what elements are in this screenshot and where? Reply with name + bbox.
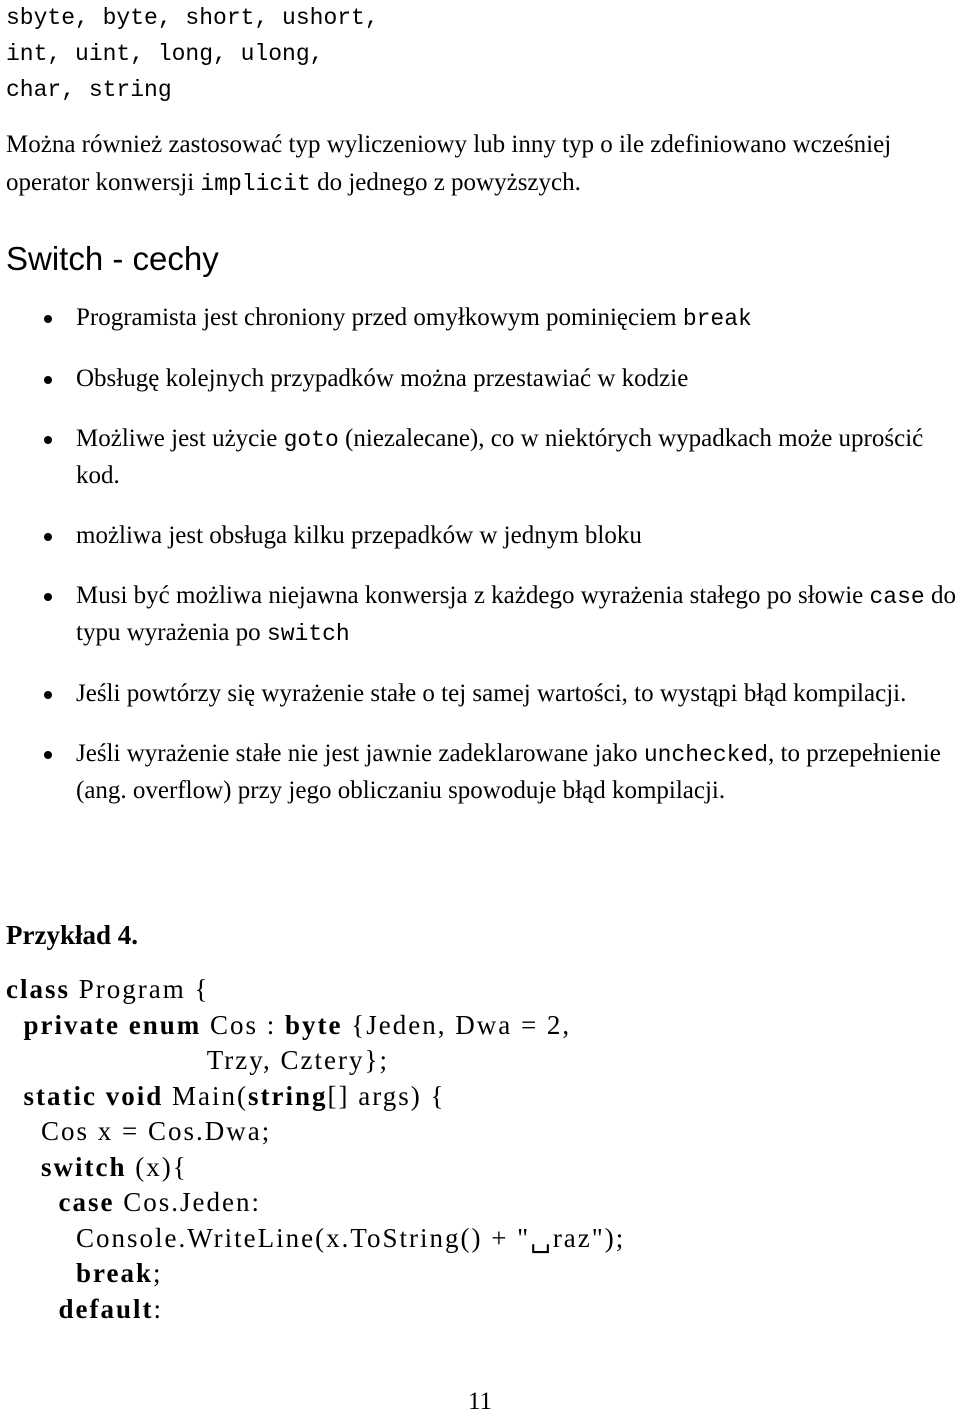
list-item xyxy=(0,736,960,809)
code-text: : xyxy=(153,1293,164,1324)
item-text: Jeśli powtórzy się wyrażenie stałe o tej samej wartości, to wystąpi błąd kompilacji. xyxy=(76,680,907,707)
code-keyword: break xyxy=(76,1258,154,1288)
code-line xyxy=(6,1150,625,1186)
code-listing xyxy=(6,972,625,1327)
type-list xyxy=(6,0,379,108)
code-keyword: private xyxy=(23,1009,120,1040)
type-list-line: sbyte, byte, short, ushort, xyxy=(6,5,379,31)
list-item xyxy=(0,676,960,712)
page-number: 11 xyxy=(467,1388,493,1415)
item-code: switch xyxy=(266,621,350,647)
item-text: Możliwe jest użycie xyxy=(76,425,284,452)
list-item xyxy=(0,361,960,397)
item-text: Musi być możliwa niejawna konwersja z każdego wyrażenia stałego po słowie xyxy=(76,582,870,609)
code-keyword: default xyxy=(58,1293,154,1324)
item-code: goto xyxy=(283,427,339,453)
code-indent xyxy=(6,1187,59,1217)
feature-list xyxy=(0,300,960,833)
code-text: Cos.Jeden: xyxy=(114,1187,261,1217)
bullet-icon xyxy=(44,436,52,444)
bullet-icon xyxy=(44,691,52,699)
code-indent xyxy=(6,1152,41,1182)
item-text: Programista jest chroniony przed omyłkowym pominięciem xyxy=(76,304,683,331)
code-line xyxy=(6,1185,625,1221)
code-keyword: enum xyxy=(128,1009,202,1040)
code-text: Main( xyxy=(163,1080,248,1111)
code-text: Program { xyxy=(70,974,210,1004)
code-text: Cos : xyxy=(201,1009,286,1040)
code-text: [] args) { xyxy=(327,1080,446,1111)
code-indent xyxy=(6,1081,24,1111)
type-list-line: char, string xyxy=(6,77,172,103)
code-keyword: class xyxy=(6,974,70,1004)
item-text: możliwa jest obsługa kilku przepadków w jednym bloku xyxy=(76,522,642,549)
bullet-icon xyxy=(44,593,52,601)
bullet-icon xyxy=(44,315,52,323)
intro-text-end: do jednego z powyższych. xyxy=(310,169,581,196)
list-item xyxy=(0,421,960,494)
intro-paragraph xyxy=(6,126,958,203)
code-keyword: case xyxy=(58,1187,115,1217)
code-text: ; xyxy=(153,1258,163,1288)
intro-code: implicit xyxy=(200,171,311,197)
item-code: break xyxy=(682,306,752,332)
code-line xyxy=(6,1008,625,1044)
item-code: case xyxy=(869,584,925,610)
code-line xyxy=(6,972,625,1008)
item-text: Jeśli wyrażenie stałe nie jest jawnie zadeklarowane jako xyxy=(76,740,644,767)
bullet-icon xyxy=(44,751,52,759)
list-item xyxy=(0,518,960,554)
code-line xyxy=(6,1079,625,1115)
code-keyword: string xyxy=(248,1080,328,1111)
code-indent xyxy=(6,1258,76,1288)
intro-text: Można również zastosować typ wyliczeniowy lub inny typ o ile zdefiniowano wcześniej operator konwersji xyxy=(6,131,892,196)
code-text: {Jeden, Dwa = 2, xyxy=(342,1009,572,1040)
list-item xyxy=(0,578,960,652)
code-line xyxy=(6,1292,625,1328)
section-title: Switch - cechy xyxy=(6,240,219,277)
code-text: (x){ xyxy=(126,1151,188,1182)
list-item xyxy=(0,300,960,337)
code-keyword: static xyxy=(23,1080,97,1111)
bullet-icon xyxy=(44,533,52,541)
example-label: Przykład 4. xyxy=(6,920,138,950)
code-keyword: byte xyxy=(285,1009,343,1040)
item-code: unchecked xyxy=(643,742,769,768)
code-keyword: switch xyxy=(41,1151,127,1182)
bullet-icon xyxy=(44,376,52,384)
code-line: Console.WriteLine(x.ToString() + "␣raz"); xyxy=(6,1222,626,1253)
code-line xyxy=(6,1256,625,1292)
code-line: Cos x = Cos.Dwa; xyxy=(6,1116,272,1146)
type-list-line: int, uint, long, ulong, xyxy=(6,41,324,67)
code-indent xyxy=(6,1010,24,1040)
code-keyword: void xyxy=(105,1080,164,1111)
item-text: do typu wyrażenia po xyxy=(76,582,956,646)
item-text: Obsługę kolejnych przypadków można przestawiać w kodzie xyxy=(76,365,689,392)
item-text: , to przepełnienie (ang. overflow) przy jego obliczaniu spowoduje błąd kompilacji. xyxy=(76,740,941,804)
item-text: (niezalecane), co w niektórych wypadkach może uprościć kod. xyxy=(76,425,924,489)
code-indent xyxy=(6,1294,59,1324)
code-line: Trzy, Cztery}; xyxy=(6,1045,389,1075)
